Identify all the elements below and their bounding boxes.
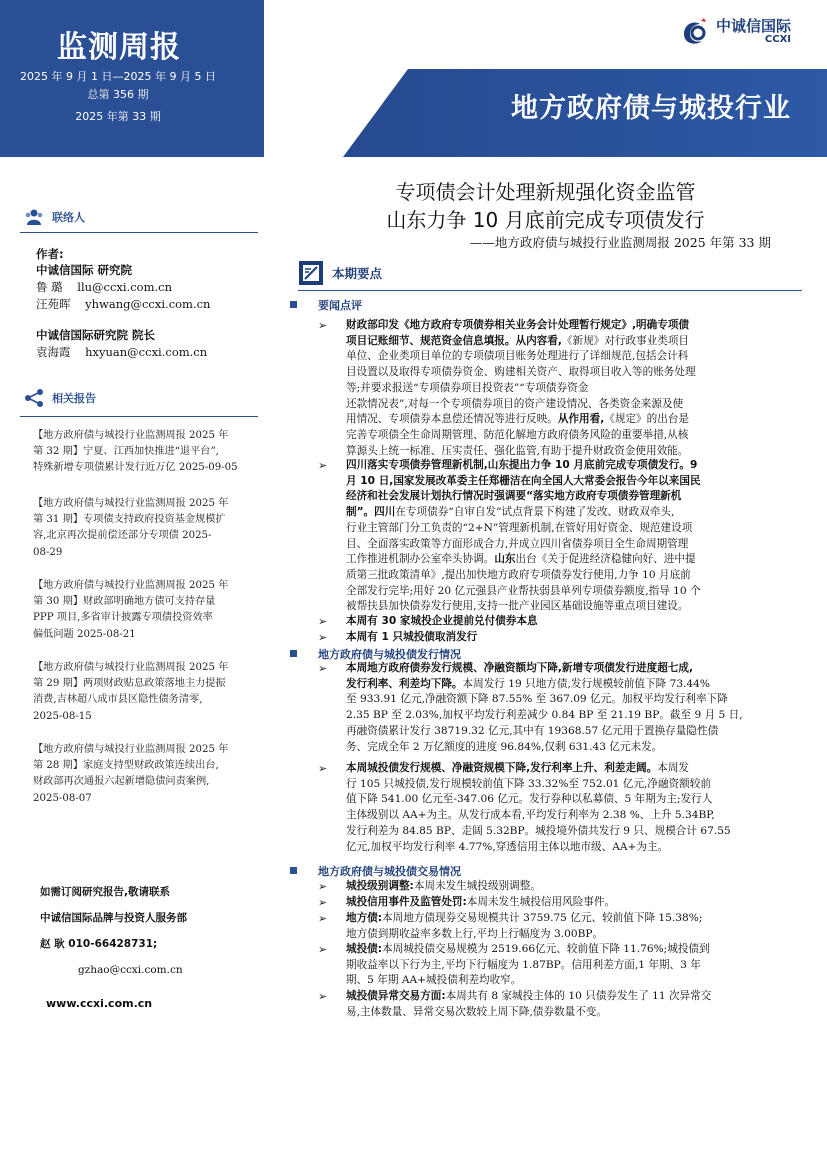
- related-label: 相关报告: [52, 392, 96, 405]
- author-name: 鲁 璐: [36, 280, 63, 294]
- section-heading: 要闻点评: [318, 299, 362, 312]
- paragraph-line: 月 10 日,国家发展改革委主任郑栅洁在向全国人大常委会报告今年以来国民: [346, 474, 701, 487]
- divider: [20, 232, 258, 233]
- author-row: [36, 344, 207, 360]
- author-email[interactable]: llu@ccxi.com.cn: [77, 280, 173, 294]
- section-heading: 地方政府债与城投债交易情况: [318, 865, 461, 878]
- paragraph-line: 行业主管部门分工负责的“2+N”管理新机制,在管好用好资金、规范建设项: [346, 521, 693, 534]
- author-email[interactable]: yhwang@ccxi.com.cn: [85, 297, 211, 311]
- divider: [20, 416, 258, 417]
- report-type-title: 监测周报: [57, 30, 181, 65]
- industry-title: 地方政府债与城投行业: [511, 93, 791, 124]
- org-name: 中诚信国际研究院 院长: [36, 328, 156, 342]
- paragraph-line: 易,主体数量、异常交易次数较上周下降,债券数量不变。: [346, 1005, 607, 1018]
- company-logo: [680, 16, 791, 46]
- related-report[interactable]: 【地方政府债与城投行业监测周报 2025 年 第 32 期】宁夏、江西加快推进“退平台”, 特殊新增专项债累计发行近万亿 2025-09-05: [33, 430, 238, 474]
- website-link[interactable]: www.ccxi.com.cn: [46, 997, 153, 1010]
- header-left-panel: [0, 0, 264, 157]
- author-row: [36, 279, 172, 295]
- paragraph-line: 期收益率以下行为主,平均下行幅度为 1.87BP。信用利差方面,1 年期、3 年: [346, 958, 701, 971]
- issue-total: 总第 356 期: [87, 88, 149, 101]
- author-name: 汪苑晖: [36, 297, 71, 311]
- report-title-line2: 山东力争 10 月底前完成专项债发行: [386, 208, 705, 232]
- section-bullet: [290, 650, 297, 657]
- related-report[interactable]: 【地方政府债与城投行业监测周报 2025 年 第 28 期】家庭支持型财政政策连续出台, 财政部再次通报六起新增隐债问责案例, 2025-08-07: [33, 744, 229, 804]
- issue-year: 2025 年第 33 期: [75, 110, 161, 123]
- paragraph: [346, 614, 770, 630]
- arrow-bullet: ➢: [318, 880, 328, 893]
- logo-mark-icon: [680, 16, 710, 46]
- arrow-bullet: ➢: [318, 662, 328, 675]
- arrow-bullet: ➢: [318, 319, 328, 332]
- highlights-head: [298, 260, 382, 286]
- author-row: [36, 296, 210, 312]
- paragraph-line: 还款情况表”,对每一个专项债券项目的资产建设情况、各类资金来源及使: [346, 397, 684, 410]
- org-name: 中诚信国际 研究院: [36, 263, 133, 277]
- related-report[interactable]: 【地方政府债与城投行业监测周报 2025 年 第 30 期】财政部明确地方债可支持存量 PPP 项目,多省审计披露专项债投资效率 偏低问题 2025-08-21: [33, 580, 229, 640]
- paragraph-line: 本周地方政府债券发行规模、净融资额均下降,新增专项债发行进度超七成,: [346, 662, 694, 674]
- paragraph-line: 城投级别调整:本周未发生城投级别调整。: [346, 880, 541, 892]
- paragraph-line: 发行利率、利差均下降。本周发行 19 只地方债,发行规模较前值下降 73.44%: [346, 677, 710, 690]
- paragraph-line: 等;并要求报送“专项债券项目投资表”“专项债券资金: [346, 381, 589, 394]
- document-icon: [298, 260, 324, 286]
- highlights-label: 本期要点: [332, 266, 383, 281]
- related-report[interactable]: 【地方政府债与城投行业监测周报 2025 年 第 31 期】专项债支持政府投资基金规模扩 容,北京再次提前偿还部分专项债 2025- 08-29: [33, 498, 229, 558]
- paragraph-line: 再融资债累计发行 38719.32 亿元,其中有 19368.57 亿元用于置换存量隐性债: [346, 724, 719, 737]
- paragraph-line: 本周有 30 家城投企业提前兑付债券本息: [346, 615, 538, 627]
- authors-label: 作者:: [36, 247, 64, 261]
- author-email[interactable]: hxyuan@ccxi.com.cn: [85, 345, 208, 359]
- paragraph: [346, 661, 770, 755]
- divider: [298, 290, 802, 291]
- paragraph-line: 至 933.91 亿元,净融资额下降 87.55% 至 367.09 亿元。加权平均发行利率下降: [346, 693, 728, 706]
- report-title-line1: 专项债会计处理新规强化资金监管: [395, 180, 696, 204]
- paragraph-line: 全部发行完毕;用好 20 亿元强县产业帮扶弱县单列专项债券额度,指导 10 个: [346, 584, 701, 597]
- logo-en-text: CCXI: [764, 33, 791, 45]
- paragraph-line: 财政部印发《地方政府专项债券相关业务会计处理暂行规定》,明确专项债: [346, 319, 690, 331]
- related-section-head: [24, 388, 96, 408]
- date-range: 2025 年 9 月 1 日—2025 年 9 月 5 日: [20, 70, 216, 83]
- paragraph-line: 行 105 只城投债,发行规模较前值下降 33.32%至 752.01 亿元,净融资额较前: [346, 777, 711, 790]
- paragraph-line: 经济和社会发展计划执行情况时强调要“落实地方政府专项债券管理新机: [346, 490, 682, 503]
- paragraph: [346, 911, 770, 942]
- paragraph: [346, 318, 770, 459]
- paragraph-line: 2.35 BP 至 2.03%,加权平均发行利差减少 0.84 BP 至 21.19 BP。截至 9 月 5 日,: [346, 709, 743, 722]
- share-icon: [24, 388, 44, 408]
- arrow-bullet: ➢: [318, 762, 328, 775]
- paragraph-line: 本周有 1 只城投债取消发行: [346, 631, 478, 643]
- paragraph: [346, 458, 770, 615]
- arrow-bullet: ➢: [318, 615, 328, 628]
- paragraph: [346, 761, 770, 855]
- contact-label: 联络人: [52, 211, 85, 224]
- paragraph-line: 务、完成全年 2 万亿额度的进度 96.84%,仅剩 631.43 亿元未发。: [346, 740, 663, 753]
- paragraph: [346, 630, 770, 646]
- paragraph-line: 目设置以及取得专项债券资金、购建相关资产、取得项目收入等的账务处理: [346, 366, 696, 379]
- service-dept: 中诚信国际品牌与投资人服务部: [40, 912, 187, 924]
- paragraph-line: 制”。四川在专项债券“自审自发”试点背景下构建了发改、财政双牵头,: [346, 506, 675, 519]
- paragraph-line: 地方债到期收益率多数上行,平均上行幅度为 3.00BP。: [346, 927, 604, 940]
- section-bullet: [290, 301, 297, 308]
- paragraph-line: 主体级别以 AA+为主。从发行成本看,平均发行利率为 2.38 %、上升 5.34BP,: [346, 809, 715, 822]
- paragraph-line: 期、5 年期 AA+城投债利差均收窄。: [346, 974, 522, 987]
- paragraph-line: 四川落实专项债券管理新机制,山东提出力争 10 月底前完成专项债发行。9: [346, 459, 698, 471]
- arrow-bullet: ➢: [318, 459, 328, 472]
- report-subtitle: ——地方政府债与城投行业监测周报 2025 年第 33 期: [469, 235, 771, 250]
- paragraph-line: 发行利差为 84.85 BP、走阔 5.32BP。城投境外债共发行 9 只、规模合计 67.55: [346, 824, 731, 837]
- paragraph-line: 用情况、专项债券本息偿还情况等进行反映。从作用看,《规定》的出台是: [346, 413, 690, 426]
- paragraph-line: 城投债:本周城投债交易规模为 2519.66亿元、较前值下降 11.76%;城投债到: [346, 943, 710, 955]
- author-name: 袁海霞: [36, 345, 71, 359]
- paragraph-line: 值下降 541.00 亿元至-347.06 亿元。发行券种以私募债、5 年期为主;发行人: [346, 793, 713, 806]
- related-report[interactable]: 【地方政府债与城投行业监测周报 2025 年 第 29 期】两项财政贴息政策落地主力提振 消费,吉林超八成市县区隐性债务清零, 2025-08-15: [33, 662, 229, 722]
- contact-person: 赵 耿 010-66428731;: [40, 938, 158, 950]
- paragraph-line: 质第三批政策清单》,提出加快地方政府专项债券发行使用,力争 10 月底前: [346, 568, 691, 581]
- contact-section-head: [24, 208, 85, 226]
- paragraph: [346, 989, 770, 1020]
- paragraph-line: 本周城投债发行规模、净融资规模下降,发行利率上升、利差走阔。本周发: [346, 762, 690, 774]
- arrow-bullet: ➢: [318, 631, 328, 644]
- section-heading: 地方政府债与城投债发行情况: [318, 648, 461, 661]
- people-icon: [24, 208, 44, 226]
- section-bullet: [290, 867, 297, 874]
- paragraph-line: 地方债:本周地方债现券交易规模共计 3759.75 亿元、较前值下降 15.38%;: [346, 912, 703, 924]
- logo-cn-text: 中诚信国际: [715, 16, 791, 35]
- paragraph-line: 工作推进机制办公室牵头协调。山东出台《关于促进经济稳健向好、进中提: [346, 553, 696, 566]
- paragraph: [346, 879, 770, 895]
- arrow-bullet: ➢: [318, 943, 328, 956]
- paragraph-line: 算源头上统一标准、压实责任、强化监管,有助于提升财政资金使用效能。: [346, 444, 689, 457]
- arrow-bullet: ➢: [318, 990, 328, 1003]
- paragraph-line: 目、全面落实政策等方面形成合力,并成立四川省债券项目全生命周期管理: [346, 537, 689, 550]
- arrow-bullet: ➢: [318, 912, 328, 925]
- contact-email[interactable]: gzhao@ccxi.com.cn: [78, 964, 183, 976]
- subscribe-note: 如需订阅研究报告,敬请联系: [40, 886, 170, 898]
- paragraph: [346, 942, 770, 989]
- arrow-bullet: ➢: [318, 896, 328, 909]
- paragraph-line: 城投债异常交易方面:本周共有 8 家城投主体的 10 只债券发生了 11 次异常交: [346, 990, 712, 1002]
- paragraph-line: 项目记账细节、规范资金信息填报。从内容看,《新规》对行政事业类项目: [346, 334, 690, 347]
- paragraph-line: 被帮扶县加快债券发行使用,支持一批产业园区基础设施等重点项目建设。: [346, 600, 689, 613]
- paragraph-line: 亿元,加权平均发行利率 4.77%,穿透信用主体以地市级、AA+为主。: [346, 840, 669, 853]
- paragraph-line: 完善专项债全生命周期管理、防范化解地方政府债务风险的重要举措,从核: [346, 428, 689, 441]
- paragraph-line: 单位、企业类项目单位的专项债项目账务处理进行了详细规范,包括会计科: [346, 350, 689, 363]
- paragraph-line: 城投信用事件及监管处罚:本周未发生城投信用风险事件。: [346, 896, 616, 908]
- paragraph: [346, 895, 770, 911]
